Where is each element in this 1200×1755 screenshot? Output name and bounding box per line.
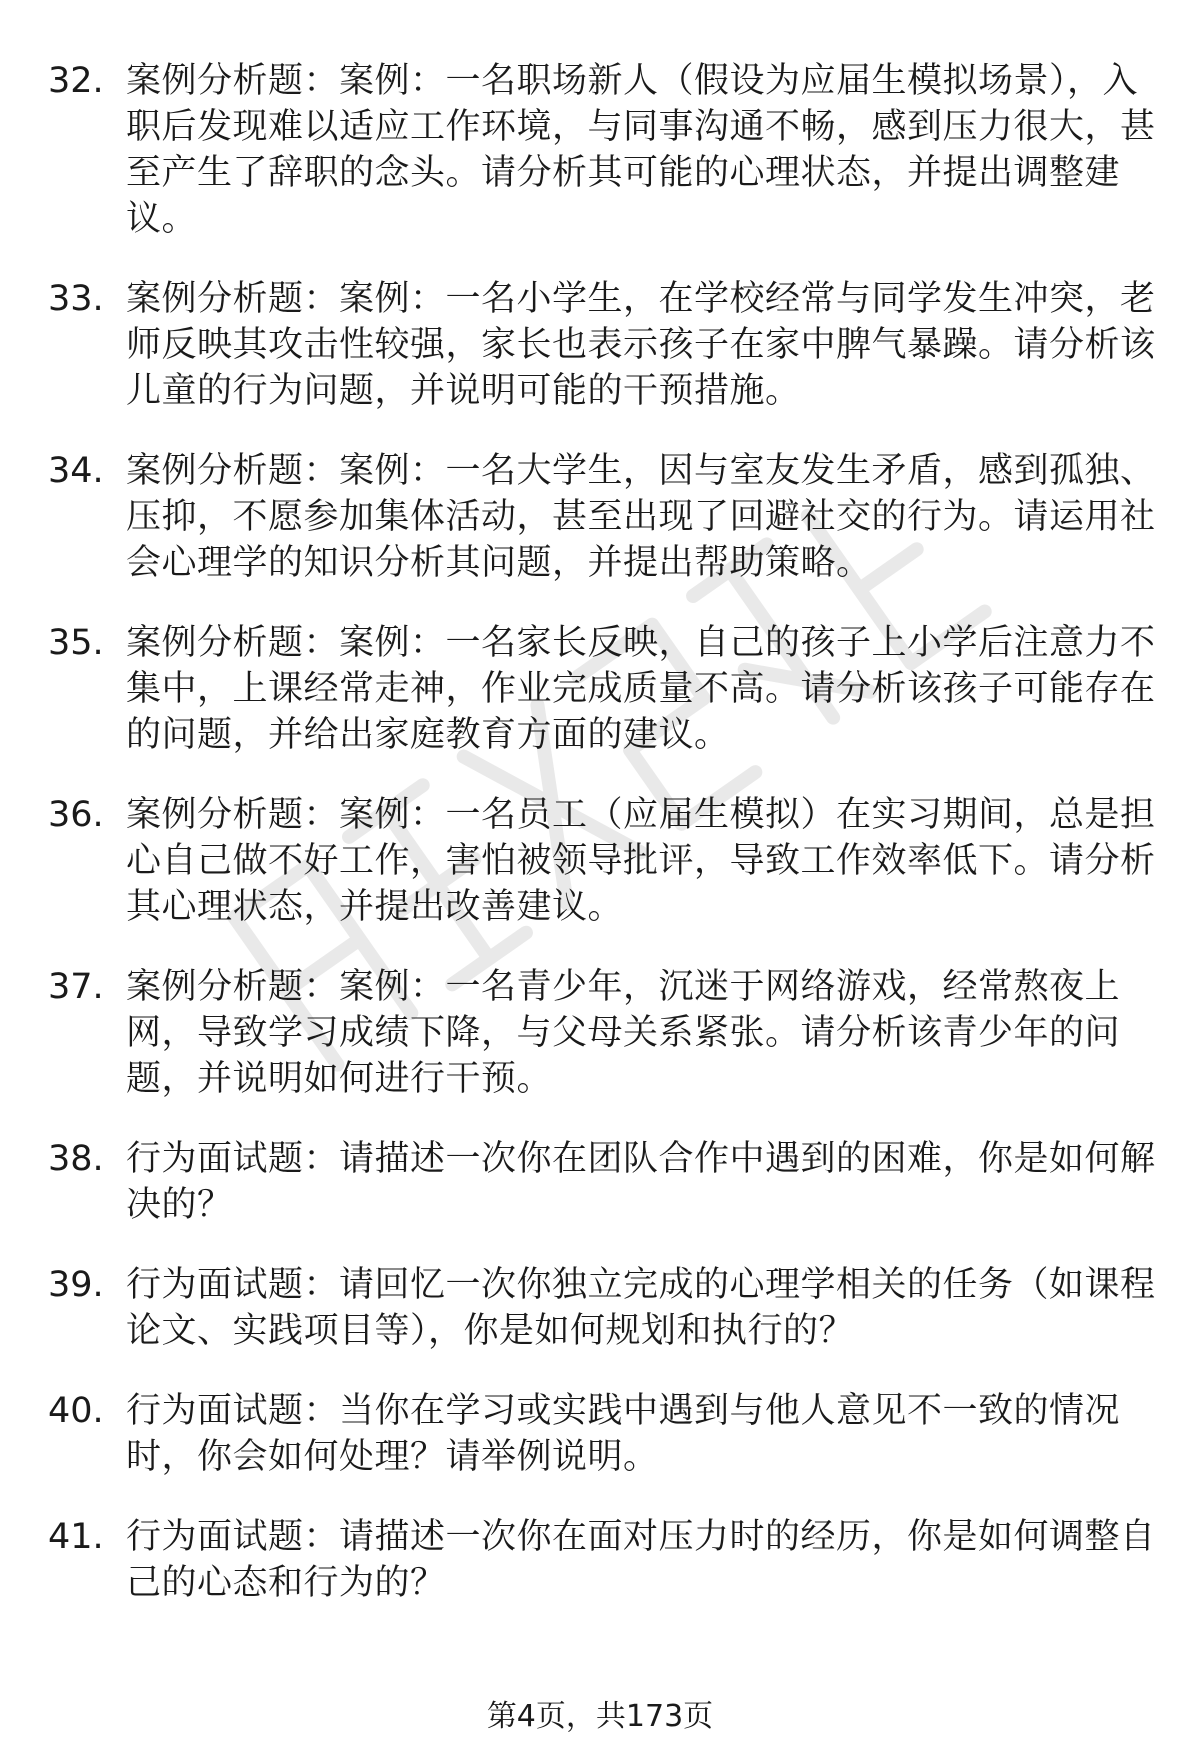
question-number: 35. — [48, 623, 104, 663]
question-item — [48, 448, 1158, 586]
question-text: 行为面试题：请描述一次你在面对压力时的经历，你是如何调整自己的心态和行为的？ — [126, 1517, 1156, 1603]
question-text: 案例分析题：案例：一名职场新人（假设为应届生模拟场景），入职后发现难以适应工作环境，与同事沟通不畅，感到压力很大，甚至产生了辞职的念头。请分析其可能的心理状态，并提出调整建议。 — [126, 61, 1156, 239]
question-number: 34. — [48, 451, 104, 491]
question-item — [48, 1514, 1158, 1606]
question-item — [48, 792, 1158, 930]
question-number: 37. — [48, 967, 104, 1007]
question-item — [48, 1388, 1158, 1480]
question-number: 36. — [48, 795, 104, 835]
question-item — [48, 620, 1158, 758]
question-number: 38. — [48, 1139, 104, 1179]
question-item — [48, 1262, 1158, 1354]
question-text: 案例分析题：案例：一名家长反映，自己的孩子上小学后注意力不集中，上课经常走神，作业完成质量不高。请分析该孩子可能存在的问题，并给出家庭教育方面的建议。 — [126, 623, 1156, 755]
question-text: 案例分析题：案例：一名大学生，因与室友发生矛盾，感到孤独、压抑，不愿参加集体活动，甚至出现了回避社交的行为。请运用社会心理学的知识分析其问题，并提出帮助策略。 — [126, 451, 1156, 583]
question-number: 39. — [48, 1265, 104, 1305]
question-item — [48, 1136, 1158, 1228]
question-number: 33. — [48, 279, 104, 319]
question-text: 案例分析题：案例：一名小学生，在学校经常与同学发生冲突，老师反映其攻击性较强，家长也表示孩子在家中脾气暴躁。请分析该儿童的行为问题，并说明可能的干预措施。 — [126, 279, 1156, 411]
question-text: 行为面试题：当你在学习或实践中遇到与他人意见不一致的情况时，你会如何处理？请举例说明。 — [126, 1391, 1121, 1477]
question-text: 行为面试题：请描述一次你在团队合作中遇到的困难，你是如何解决的？ — [126, 1139, 1156, 1225]
question-text: 案例分析题：案例：一名员工（应届生模拟）在实习期间，总是担心自己做不好工作，害怕被领导批评，导致工作效率低下。请分析其心理状态，并提出改善建议。 — [126, 795, 1156, 927]
question-item — [48, 964, 1158, 1102]
page-number-footer: 第4页，共173页 — [486, 1699, 714, 1734]
question-text: 案例分析题：案例：一名青少年，沉迷于网络游戏，经常熬夜上网，导致学习成绩下降，与父母关系紧张。请分析该青少年的问题，并说明如何进行干预。 — [126, 967, 1121, 1099]
question-item — [48, 58, 1158, 242]
question-number: 32. — [48, 61, 104, 101]
question-item — [48, 276, 1158, 414]
question-number: 41. — [48, 1517, 104, 1557]
question-text: 行为面试题：请回忆一次你独立完成的心理学相关的任务（如课程论文、实践项目等），你是如何规划和执行的？ — [126, 1265, 1156, 1351]
question-list — [48, 58, 1158, 1640]
question-number: 40. — [48, 1391, 104, 1431]
